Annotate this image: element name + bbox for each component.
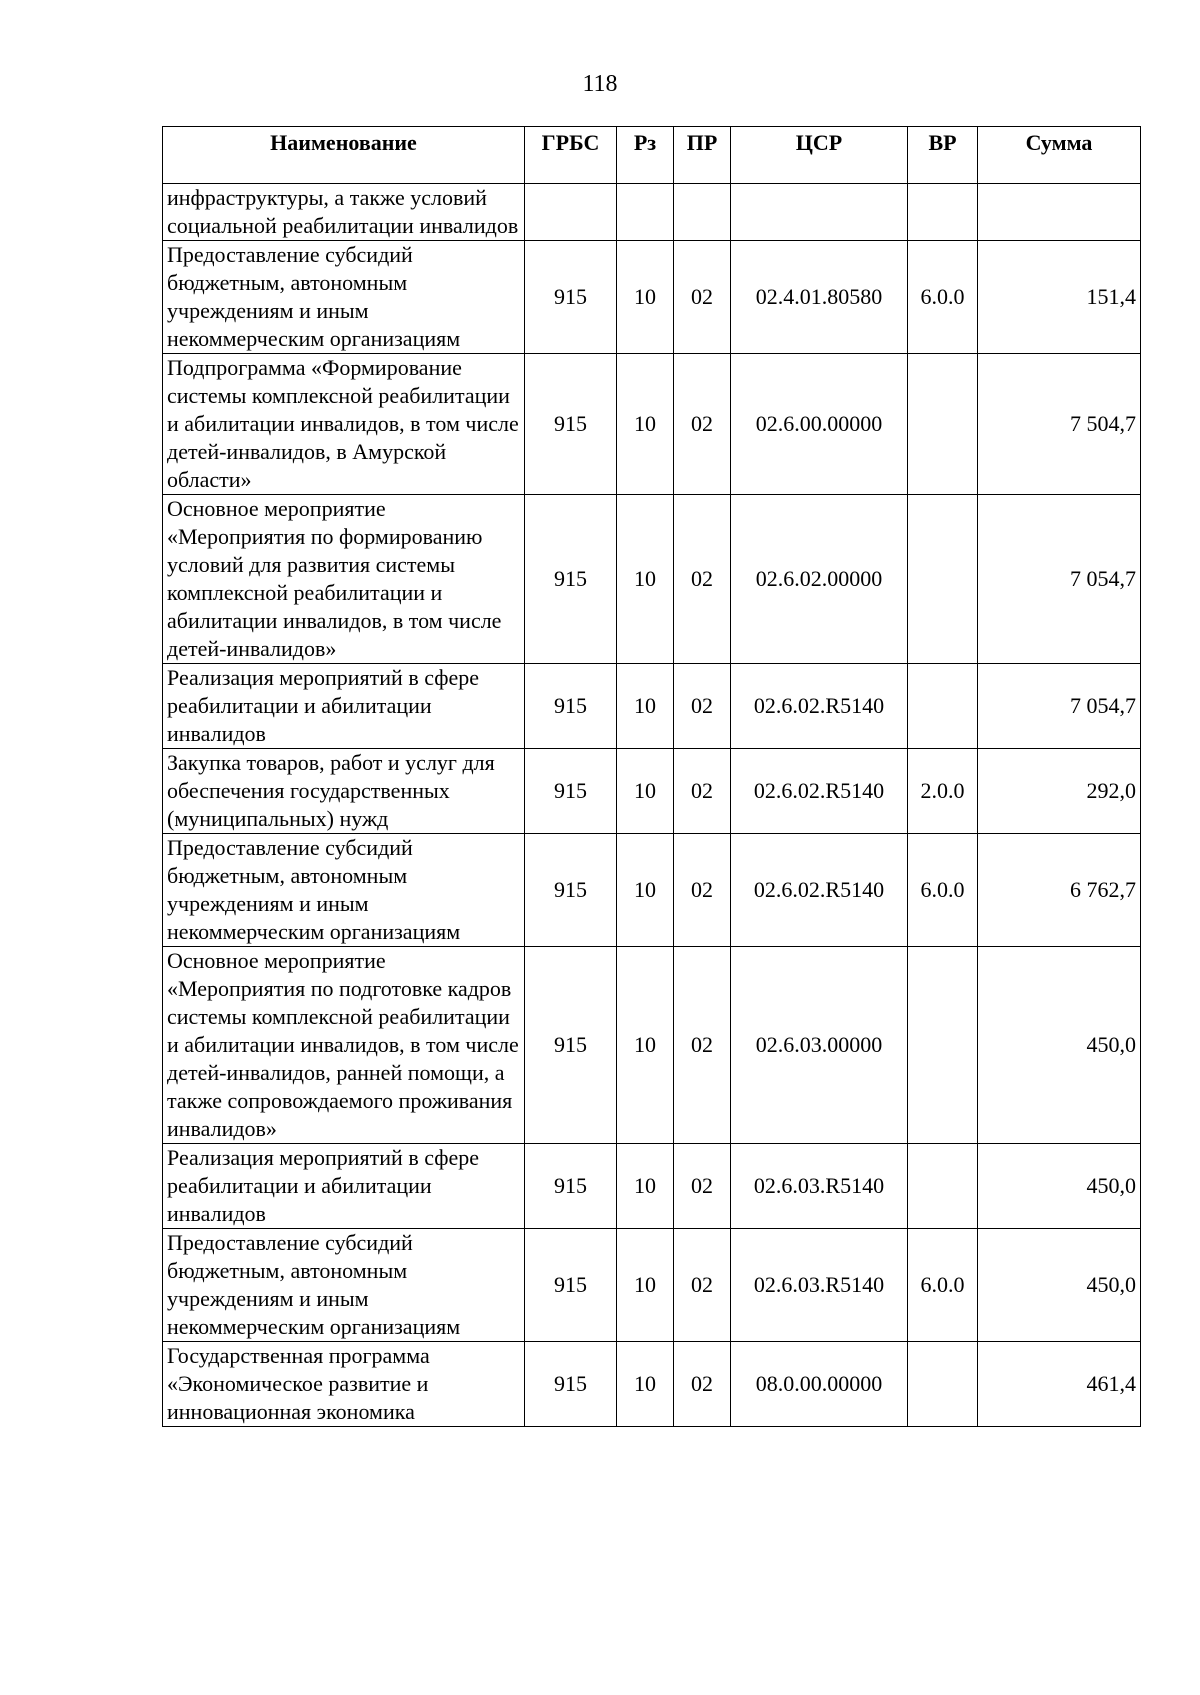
cell-name: Предоставление субсидий бюджетным, автономным учреждениям и иным некоммерческим организациям	[163, 1229, 525, 1342]
cell-grbs: 915	[525, 834, 617, 947]
cell-vr	[908, 664, 978, 749]
budget-table	[162, 126, 1141, 1427]
page-number: 118	[582, 71, 618, 97]
cell-sum: 450,0	[978, 947, 1141, 1144]
cell-name: Закупка товаров, работ и услуг для обеспечения государственных (муниципальных) нужд	[163, 749, 525, 834]
table-row	[163, 1144, 1141, 1229]
cell-vr	[908, 1342, 978, 1427]
cell-sum	[978, 184, 1141, 241]
cell-csr: 02.6.03.00000	[731, 947, 908, 1144]
cell-name: Реализация мероприятий в сфере реабилитации и абилитации инвалидов	[163, 664, 525, 749]
cell-vr: 2.0.0	[908, 749, 978, 834]
cell-vr: 6.0.0	[908, 241, 978, 354]
cell-rz: 10	[617, 354, 674, 495]
cell-pr: 02	[674, 947, 731, 1144]
cell-rz: 10	[617, 947, 674, 1144]
cell-rz: 10	[617, 495, 674, 664]
table-row	[163, 1229, 1141, 1342]
cell-pr	[674, 184, 731, 241]
cell-name: Основное мероприятие «Мероприятия по подготовке кадров системы комплексной реабилитации и абилитации инвалидов, в том числе детей-инвалидов, ранней помощи, а также сопровождаемого проживания инвалидов»	[163, 947, 525, 1144]
cell-sum: 461,4	[978, 1342, 1141, 1427]
cell-vr	[908, 947, 978, 1144]
cell-vr: 6.0.0	[908, 1229, 978, 1342]
cell-name: Подпрограмма «Формирование системы комплексной реабилитации и абилитации инвалидов, в том числе детей-инвалидов, в Амурской области»	[163, 354, 525, 495]
header-rz: Рз	[617, 127, 674, 184]
cell-sum: 7 054,7	[978, 664, 1141, 749]
cell-sum: 151,4	[978, 241, 1141, 354]
cell-name: инфраструктуры, а также условий социальной реабилитации инвалидов	[163, 184, 525, 241]
cell-grbs: 915	[525, 241, 617, 354]
table-row	[163, 495, 1141, 664]
cell-pr: 02	[674, 834, 731, 947]
cell-pr: 02	[674, 495, 731, 664]
cell-csr: 02.6.02.R5140	[731, 834, 908, 947]
cell-rz	[617, 184, 674, 241]
cell-csr	[731, 184, 908, 241]
cell-pr: 02	[674, 1229, 731, 1342]
cell-name: Предоставление субсидий бюджетным, автономным учреждениям и иным некоммерческим организациям	[163, 241, 525, 354]
cell-grbs: 915	[525, 495, 617, 664]
cell-csr: 02.6.00.00000	[731, 354, 908, 495]
table-row	[163, 749, 1141, 834]
table-row	[163, 834, 1141, 947]
cell-pr: 02	[674, 1342, 731, 1427]
cell-csr: 02.6.02.R5140	[731, 749, 908, 834]
cell-pr: 02	[674, 241, 731, 354]
cell-sum: 7 054,7	[978, 495, 1141, 664]
cell-csr: 08.0.00.00000	[731, 1342, 908, 1427]
cell-name: Реализация мероприятий в сфере реабилитации и абилитации инвалидов	[163, 1144, 525, 1229]
cell-vr	[908, 1144, 978, 1229]
cell-sum: 450,0	[978, 1229, 1141, 1342]
cell-grbs: 915	[525, 1342, 617, 1427]
cell-rz: 10	[617, 749, 674, 834]
cell-name: Основное мероприятие «Мероприятия по формированию условий для развития системы комплексной реабилитации и абилитации инвалидов, в том числе детей-инвалидов»	[163, 495, 525, 664]
cell-csr: 02.6.02.R5140	[731, 664, 908, 749]
cell-rz: 10	[617, 1229, 674, 1342]
table-row	[163, 184, 1141, 241]
cell-sum: 7 504,7	[978, 354, 1141, 495]
cell-vr	[908, 184, 978, 241]
cell-sum: 292,0	[978, 749, 1141, 834]
cell-vr	[908, 354, 978, 495]
header-vr: ВР	[908, 127, 978, 184]
table-row	[163, 1342, 1141, 1427]
table-row	[163, 241, 1141, 354]
header-pr: ПР	[674, 127, 731, 184]
cell-rz: 10	[617, 1342, 674, 1427]
table-header-row	[163, 127, 1141, 184]
cell-pr: 02	[674, 664, 731, 749]
cell-grbs: 915	[525, 749, 617, 834]
cell-vr	[908, 495, 978, 664]
table-row	[163, 664, 1141, 749]
header-csr: ЦСР	[731, 127, 908, 184]
cell-grbs: 915	[525, 1144, 617, 1229]
table-row	[163, 354, 1141, 495]
header-name: Наименование	[163, 127, 525, 184]
cell-csr: 02.4.01.80580	[731, 241, 908, 354]
cell-sum: 6 762,7	[978, 834, 1141, 947]
cell-grbs: 915	[525, 947, 617, 1144]
cell-csr: 02.6.03.R5140	[731, 1229, 908, 1342]
cell-rz: 10	[617, 241, 674, 354]
cell-rz: 10	[617, 1144, 674, 1229]
cell-csr: 02.6.03.R5140	[731, 1144, 908, 1229]
cell-sum: 450,0	[978, 1144, 1141, 1229]
cell-pr: 02	[674, 354, 731, 495]
cell-pr: 02	[674, 749, 731, 834]
header-grbs: ГРБС	[525, 127, 617, 184]
cell-grbs	[525, 184, 617, 241]
header-sum: Сумма	[978, 127, 1141, 184]
cell-pr: 02	[674, 1144, 731, 1229]
cell-grbs: 915	[525, 354, 617, 495]
table-row	[163, 947, 1141, 1144]
cell-csr: 02.6.02.00000	[731, 495, 908, 664]
cell-vr: 6.0.0	[908, 834, 978, 947]
cell-name: Предоставление субсидий бюджетным, автономным учреждениям и иным некоммерческим организациям	[163, 834, 525, 947]
cell-rz: 10	[617, 664, 674, 749]
cell-grbs: 915	[525, 1229, 617, 1342]
cell-rz: 10	[617, 834, 674, 947]
cell-grbs: 915	[525, 664, 617, 749]
cell-name: Государственная программа «Экономическое развитие и инновационная экономика	[163, 1342, 525, 1427]
